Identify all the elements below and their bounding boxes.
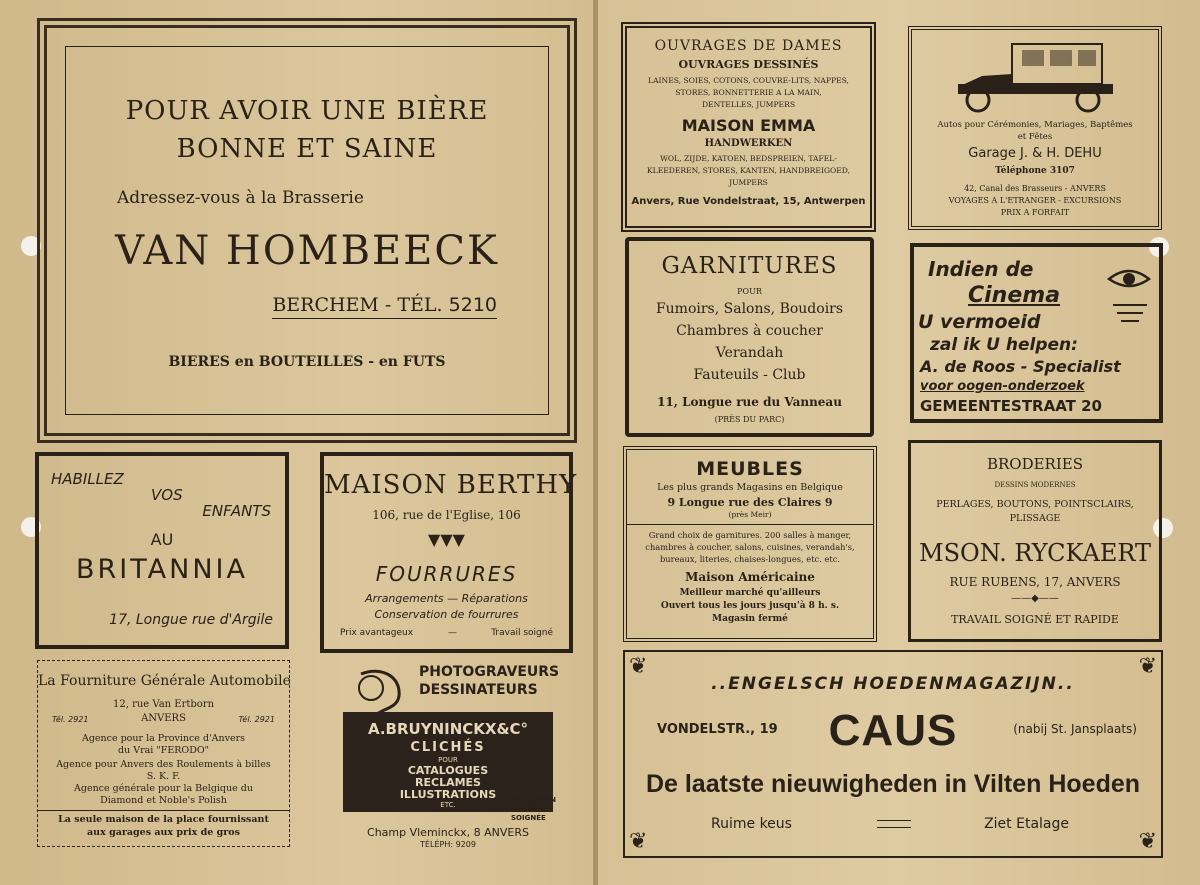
meubles-ad xyxy=(623,446,877,642)
corner-ornament-icon: ❦ xyxy=(629,829,648,854)
meubles-name: Maison Américaine xyxy=(685,570,815,584)
caus-name: CAUS xyxy=(828,706,958,755)
emma-ad xyxy=(621,22,876,232)
broderies-l3: PLISSAGE xyxy=(1009,513,1061,524)
meubles-l9: Magasin fermé xyxy=(712,614,788,624)
berthy-ad xyxy=(320,452,578,653)
meubles-l3: (près Meir) xyxy=(728,510,772,519)
bruyninckx-exec2: RAPIDE ET xyxy=(511,805,553,813)
caus-b-left: Ruime keus xyxy=(711,816,792,832)
corner-ornament-icon: ❦ xyxy=(1138,654,1157,679)
biere-phone: 5210 xyxy=(448,294,497,316)
bruyninckx-head1: PHOTOGRAVEURS xyxy=(419,664,560,680)
biere-line2: BONNE ET SAINE xyxy=(176,134,438,164)
dehu-l5: PRIX A FORFAIT xyxy=(1000,208,1070,217)
britannia-line3: ENFANTS xyxy=(202,502,271,520)
emma-l4: STORES, BONNETTERIE A LA MAIN, xyxy=(675,88,822,97)
meubles-divider xyxy=(627,524,873,525)
garnitures-l4: Fauteuils - Club xyxy=(693,367,806,383)
emma-l9: JUMPERS xyxy=(729,178,768,187)
emma-l6: HANDWERKEN xyxy=(704,138,793,149)
bruyninckx-i2: RECLAMES xyxy=(415,776,481,789)
garnitures-pour: POUR xyxy=(737,287,762,296)
triangle-icon: ▼▼▼ xyxy=(428,530,465,549)
bruyninckx-pour: POUR xyxy=(438,756,458,764)
dehu-l4: VOYAGES A L'ETRANGER - EXCURSIONS xyxy=(948,196,1122,205)
emma-l5: DENTELLES, JUMPERS xyxy=(701,100,796,109)
broderies-l1: DESSINS MODERNES xyxy=(994,481,1076,489)
bruyninckx-tel: TÉLÉPH: 9209 xyxy=(420,840,476,849)
fourniture-ad xyxy=(37,660,290,847)
broderies-ad xyxy=(908,440,1162,642)
britannia-name: BRITANNIA xyxy=(76,554,248,585)
caus-title: ..ENGELSCH HOEDENMAGAZIJN.. xyxy=(711,674,1075,694)
caus-b-right: Ziet Etalage xyxy=(984,816,1069,832)
britannia-line1: HABILLEZ xyxy=(51,470,124,488)
berthy-title: MAISON BERTHY xyxy=(324,470,578,500)
corner-ornament-icon: ❦ xyxy=(629,654,648,679)
garnitures-title: GARNITURES xyxy=(661,253,838,279)
berthy-dash: — xyxy=(448,628,457,638)
dehu-l1: Autos pour Cérémonies, Mariages, Baptêmes xyxy=(937,120,1133,130)
bruyninckx-cliches: CLICHÉS xyxy=(410,740,486,755)
bruyninckx-name: A.BRUYNINCKX&C° xyxy=(367,720,529,738)
biere-footer: BIERES en BOUTEILLES - en FUTS xyxy=(168,354,446,370)
dehu-name: Garage J. & H. DEHU xyxy=(968,146,1102,161)
meubles-l1: Les plus grands Magasins en Belgique xyxy=(657,482,843,493)
berthy-address: 106, rue de l'Eglise, 106 xyxy=(372,508,521,522)
brewery-name: VAN HOMBEECK xyxy=(115,228,499,274)
emma-l8: KLEEDEREN, STORES, KANTEN, HANDBREIGOED, xyxy=(646,166,851,175)
biere-address: Adressez-vous à la Brasserie xyxy=(117,188,364,208)
garnitures-l2: Chambres à coucher xyxy=(676,323,823,339)
biere-line1: POUR AVOIR UNE BIÈRE xyxy=(125,96,489,126)
fourniture-l2: du Vrai "FERODO" xyxy=(118,745,209,756)
britannia-line2: VOS xyxy=(151,486,183,504)
garnitures-l1: Fumoirs, Salons, Boudoirs xyxy=(655,301,844,317)
berthy-left: Prix avantageux xyxy=(340,628,414,638)
bruyninckx-head2: DESSINATEURS xyxy=(419,682,538,698)
meubles-l2: 9 Longue rue des Claires 9 xyxy=(667,496,833,509)
meubles-title: MEUBLES xyxy=(696,458,804,480)
emma-address: Anvers, Rue Vondelstraat, 15, Antwerpen xyxy=(631,196,866,207)
cinema-l3: U vermoeid xyxy=(918,311,1041,333)
emma-l1: OUVRAGES DE DAMES xyxy=(654,38,843,54)
fourniture-l4: S. K. F. xyxy=(146,771,181,782)
dehu-l2: et Fêtes xyxy=(1017,132,1053,142)
caus-left: VONDELSTR., 19 xyxy=(657,722,778,737)
cinema-l7: GEMEENTESTRAAT 20 xyxy=(920,397,1102,415)
caus-right: (nabij St. Jansplaats) xyxy=(1013,722,1137,736)
bruyninckx-i1: CATALOGUES xyxy=(407,764,489,777)
emma-l7: WOL, ZIJDE, KATOEN, BEDSPREIEN, TAFEL- xyxy=(660,154,837,163)
eye-icon xyxy=(1107,259,1151,333)
biere-location-line xyxy=(272,294,497,319)
biere-ad xyxy=(37,18,577,443)
broderies-title: BRODERIES xyxy=(986,455,1084,473)
cinema-l1: Indien de xyxy=(928,257,1034,281)
dehu-l3: 42, Canal des Brasseurs - ANVERS xyxy=(964,184,1106,193)
fourniture-l5: Agence générale pour la Belgique du xyxy=(74,783,253,794)
berthy-product: FOURRURES xyxy=(375,562,518,586)
broderies-address: RUE RUBENS, 17, ANVERS xyxy=(949,575,1121,589)
car-icon xyxy=(952,36,1122,120)
garnitures-near: (PRÈS DU PARC) xyxy=(714,415,785,424)
caus-ad xyxy=(623,650,1163,858)
meubles-l8: Ouvert tous les jours jusqu'à 8 h. s. xyxy=(660,601,840,611)
meubles-l6: bureaux, literies, chaises-longues, etc. etc. xyxy=(660,554,840,564)
berthy-services2: Conservation de fourrures xyxy=(374,608,519,621)
cinema-l6: voor oogen-onderzoek xyxy=(920,379,1085,394)
meubles-l7: Meilleur marché qu'ailleurs xyxy=(679,588,821,598)
cinema-l2: Cinema xyxy=(968,283,1061,308)
garnitures-ad xyxy=(625,237,874,437)
fourniture-title: La Fourniture Générale Automobile xyxy=(38,673,291,689)
bruyninckx-address: Champ Vleminckx, 8 ANVERS xyxy=(367,826,529,839)
emma-l2: OUVRAGES DESSINÉS xyxy=(678,58,819,71)
broderies-name: MSON. RYCKAERT xyxy=(919,539,1151,567)
fourniture-city: ANVERS xyxy=(141,713,186,724)
caus-slogan: De laatste nieuwigheden in Vilten Hoeden xyxy=(645,770,1141,798)
fourniture-l8: aux garages aux prix de gros xyxy=(87,827,240,838)
britannia-address: 17, Longue rue d'Argile xyxy=(109,612,273,628)
ornament-divider-icon: ——◆—— xyxy=(1011,593,1059,604)
corner-ornament-icon: ❦ xyxy=(1138,829,1157,854)
fourniture-l3: Agence pour Anvers des Roulements à billes xyxy=(56,759,271,770)
broderies-footer: TRAVAIL SOIGNÉ ET RAPIDE xyxy=(951,613,1119,626)
fourniture-tel-right: Tél. 2921 xyxy=(238,715,275,724)
bruyninckx-exec1: EXÉCUTION xyxy=(511,796,556,804)
biere-location: BERCHEM - TÉL. xyxy=(272,294,443,316)
fourniture-l6: Diamond et Noble's Polish xyxy=(100,795,227,806)
cinema-ad xyxy=(910,243,1163,423)
dehu-ad xyxy=(908,26,1162,230)
meubles-l4: Grand choix de garnitures. 200 salles à manger, xyxy=(648,530,852,540)
garnitures-l3: Verandah xyxy=(715,345,784,361)
broderies-l2: PERLAGES, BOUTONS, POINTSCLAIRS, xyxy=(936,499,1134,510)
caus-divider xyxy=(877,820,911,828)
emma-l3: LAINES, SOIES, COTONS, COUVRE-LITS, NAPPES, xyxy=(648,76,849,85)
fourniture-l1: Agence pour la Province d'Anvers xyxy=(81,733,246,744)
cinema-l5: A. de Roos - Specialist xyxy=(920,357,1121,376)
cinema-l4: zal ik U helpen: xyxy=(930,335,1078,355)
bruyninckx-ad xyxy=(335,660,561,850)
bruyninckx-etc: ETC. xyxy=(440,801,456,809)
meubles-l5: chambres à coucher, salons, cuisines, verandah's, xyxy=(645,542,855,552)
bruyninckx-i3: ILLUSTRATIONS xyxy=(399,788,497,801)
fourniture-divider xyxy=(38,810,289,811)
bruyninckx-exec3: SOIGNÉE xyxy=(511,814,546,822)
fourniture-l7: La seule maison de la place fournissant xyxy=(58,814,269,825)
dehu-tel: Téléphone 3107 xyxy=(995,166,1075,176)
fourniture-tel-left: Tél. 2921 xyxy=(52,715,89,724)
berthy-right: Travail soigné xyxy=(491,628,553,638)
garnitures-address: 11, Longue rue du Vanneau xyxy=(657,395,842,409)
berthy-services1: Arrangements — Réparations xyxy=(365,592,528,605)
fourniture-address: 12, rue Van Ertborn xyxy=(112,699,215,710)
britannia-ad xyxy=(35,452,289,649)
britannia-line4: AU xyxy=(150,530,174,549)
emma-name: MAISON EMMA xyxy=(681,116,816,135)
